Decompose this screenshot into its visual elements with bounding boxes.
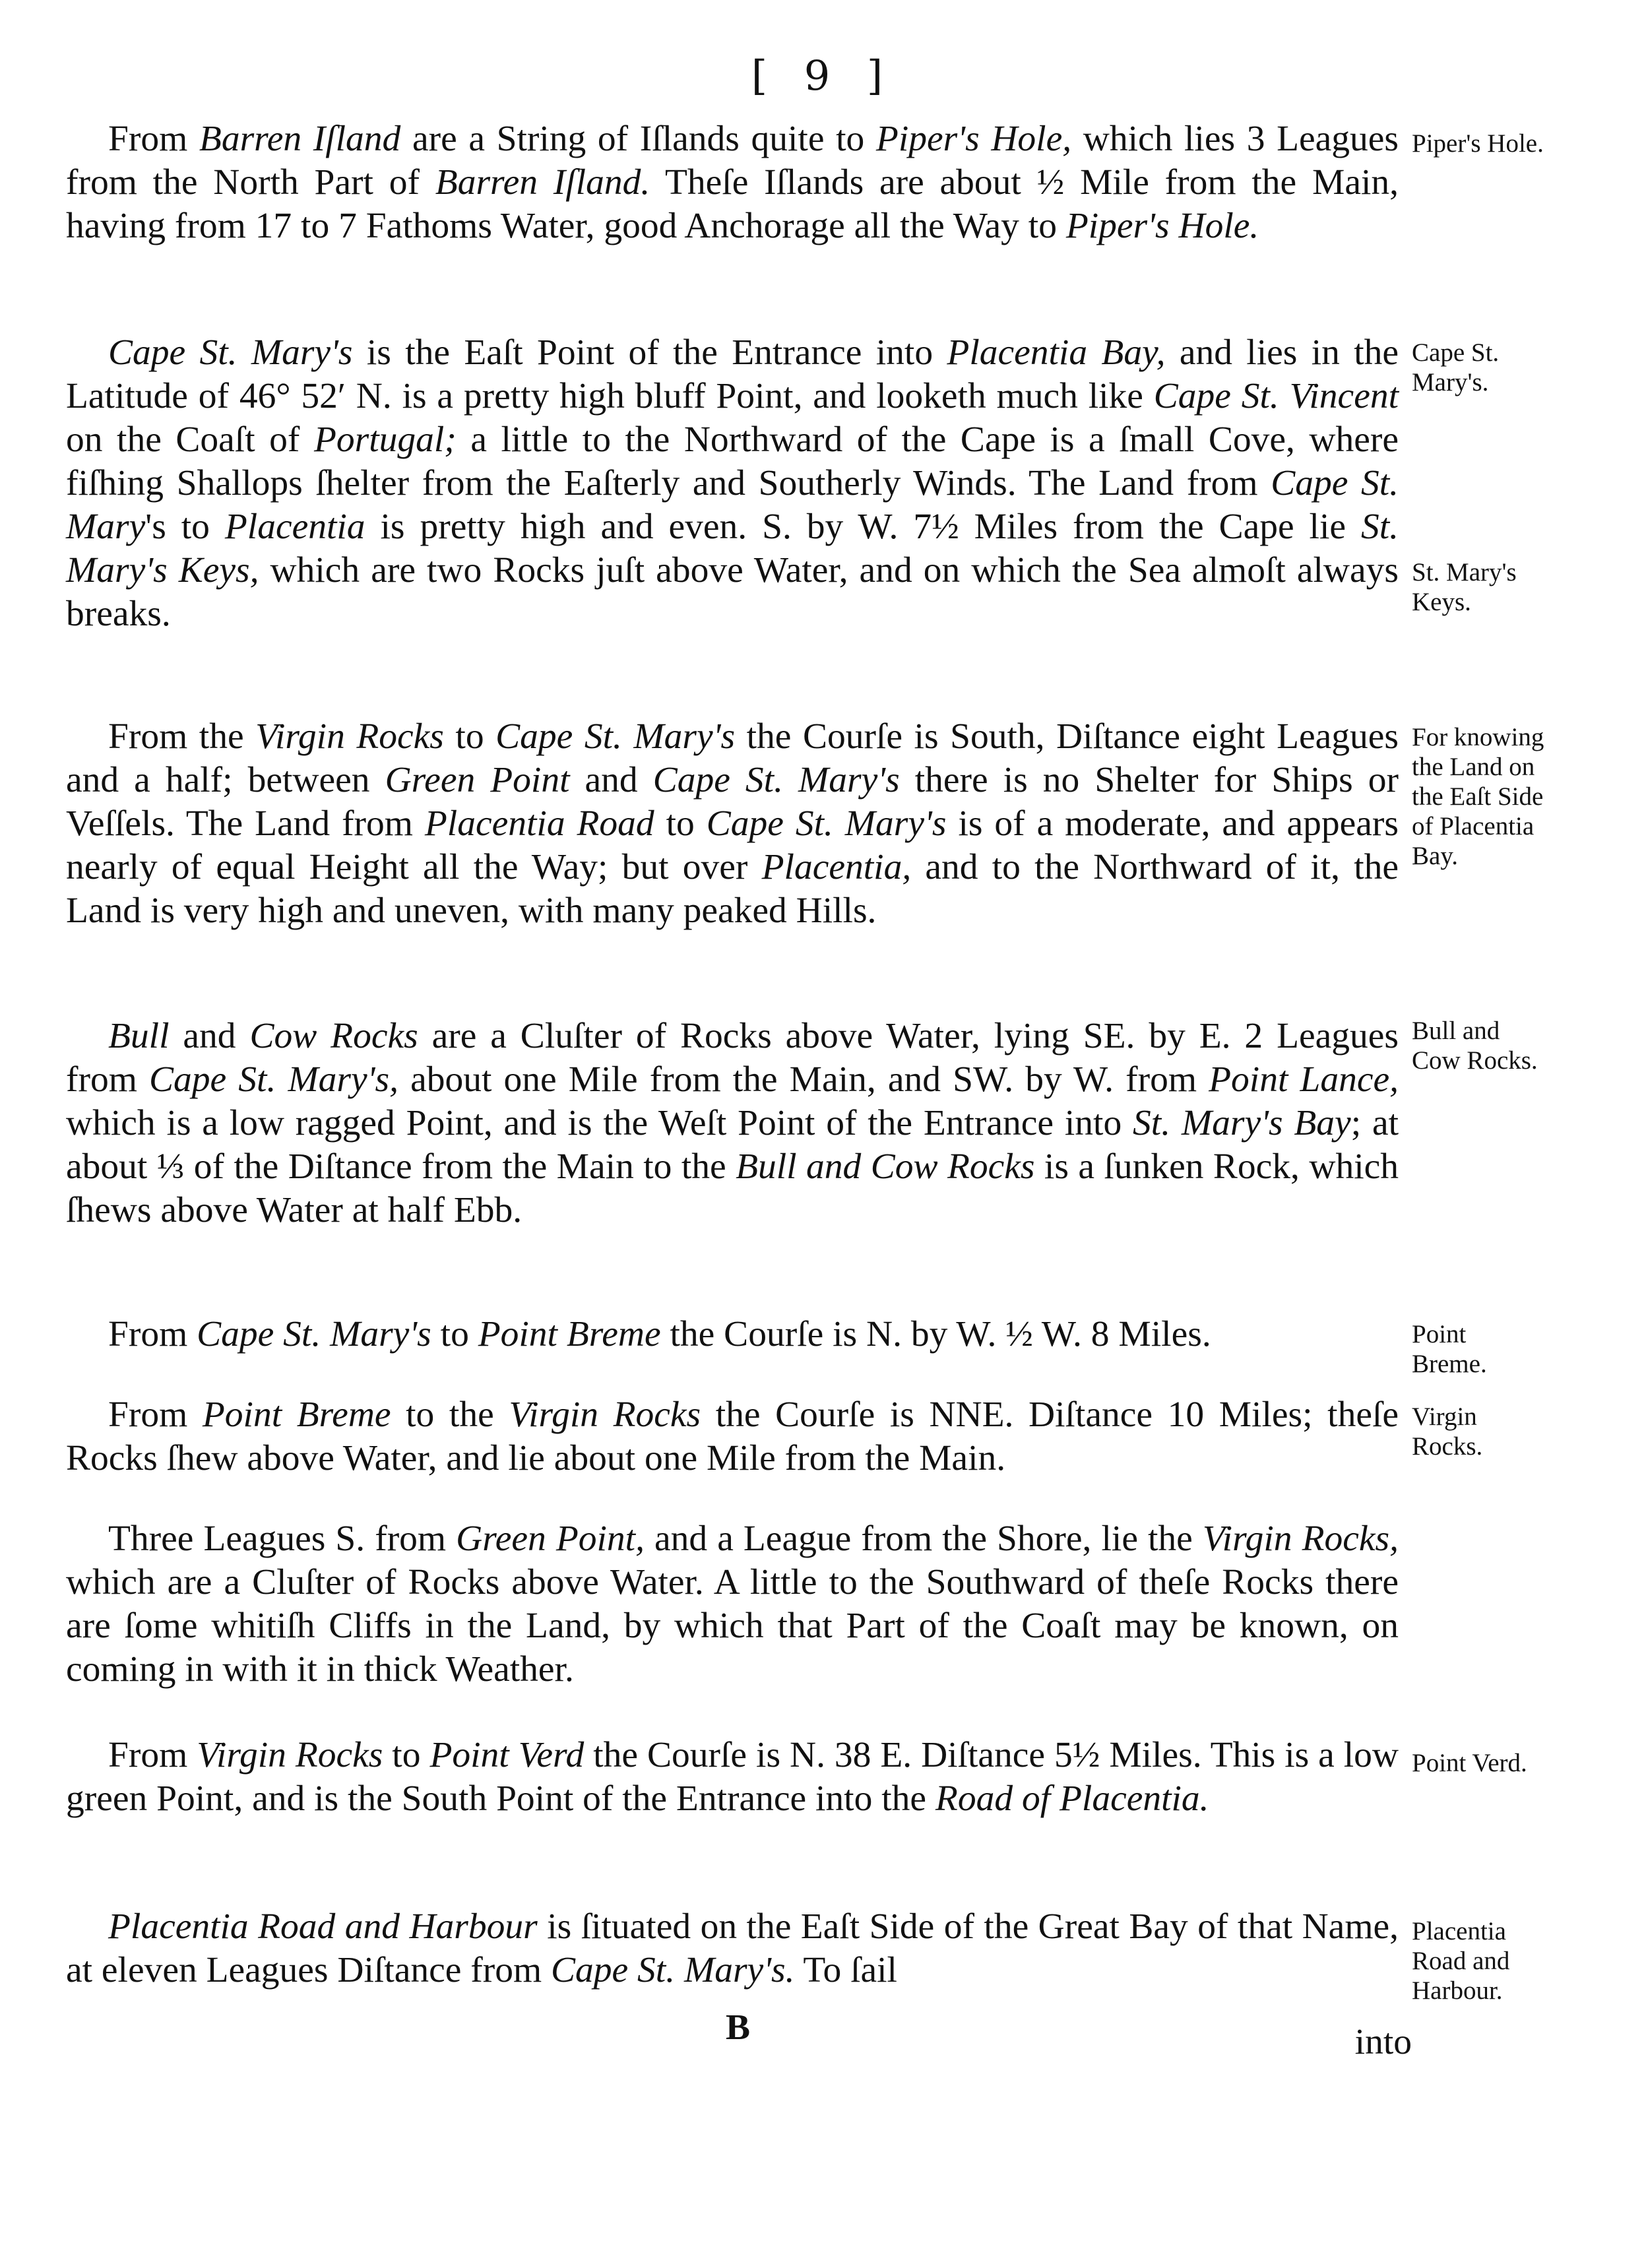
text-run: to the xyxy=(391,1395,509,1435)
text-run: and xyxy=(569,760,653,800)
text-run: and to the Northward of it, the Land is very high and uneven, with many peaked Hills. xyxy=(66,847,1399,931)
italic-text-run: Cape St. Mary's xyxy=(197,1314,431,1354)
margin-note-point-breme xyxy=(1412,1319,1643,1379)
margin-note-line: of Placentia xyxy=(1412,812,1535,840)
italic-text-run: Cow Rocks xyxy=(249,1016,418,1056)
margin-note-line: Bay. xyxy=(1412,842,1459,870)
text-run: is ſituated on the Eaſt Side of the Great Bay of that Name, at eleven Leagues Diſtance from xyxy=(66,1906,1399,1990)
paragraph-placentia-road xyxy=(66,1905,1399,1992)
italic-text-run: Road of Placentia. xyxy=(935,1779,1209,1819)
text-run: and xyxy=(169,1016,250,1056)
text-run: which lies 3 Leagues from the North Part of xyxy=(66,119,1399,203)
text-run: and a League from the Shore, lie the xyxy=(644,1519,1203,1559)
margin-note-line: the Eaſt Side xyxy=(1412,782,1544,811)
italic-text-run: Point Verd xyxy=(429,1735,585,1775)
text-run: to xyxy=(443,716,496,757)
margin-note-virgin-rocks xyxy=(1412,1402,1643,1461)
text-run: To ſail xyxy=(794,1950,897,1990)
margin-note-pipers-hole xyxy=(1412,129,1643,158)
margin-note-line: Keys. xyxy=(1412,588,1471,616)
italic-text-run: Cape St. Mary's, xyxy=(149,1059,399,1100)
paragraph-pipers-hole xyxy=(66,117,1399,248)
paragraph-point-verd xyxy=(66,1734,1399,1821)
italic-text-run: Virgin Rocks xyxy=(197,1735,383,1775)
text-run: which are two Rocks juſt above Water, and on which the Sea almoſt always breaks. xyxy=(66,550,1399,634)
italic-text-run: Barren Iſland. xyxy=(435,162,650,203)
text-run: is a ſunken Rock, which ſhews above Water at half Ebb. xyxy=(66,1147,1399,1230)
text-run: the Courſe is N. 38 E. Diſtance 5½ Miles. This is a low green Point, and is the South Point of the Entrance into the xyxy=(66,1735,1399,1819)
margin-note-point-verd xyxy=(1412,1748,1643,1778)
italic-text-run: Cape St. Mary xyxy=(66,463,1399,547)
text-run: Three Leagues S. from xyxy=(108,1519,457,1559)
italic-text-run: Point Lance, xyxy=(1209,1059,1399,1100)
margin-note-line: the Land on xyxy=(1412,753,1535,781)
text-run: the Courſe is South, Diſtance eight Leagues and a half; between xyxy=(66,716,1399,800)
italic-text-run: St. Mary's Keys, xyxy=(66,507,1399,590)
italic-text-run: Piper's Hole. xyxy=(1065,206,1259,246)
catchword: into xyxy=(1354,2022,1412,2062)
text-run: From xyxy=(108,1395,203,1435)
paragraph-point-breme xyxy=(66,1313,1399,1356)
margin-note-line: Cape St. xyxy=(1412,338,1500,367)
italic-text-run: Cape St. Mary's xyxy=(495,716,736,757)
italic-text-run: Virgin Rocks, xyxy=(1202,1519,1399,1559)
margin-note-line: Road and xyxy=(1412,1947,1510,1975)
italic-text-run: Barren Iſland xyxy=(199,119,401,159)
italic-text-run: Placentia Road xyxy=(424,803,654,844)
text-run: From xyxy=(108,1314,197,1354)
margin-note-line: Bull and xyxy=(1412,1017,1500,1045)
margin-note-line: Mary's. xyxy=(1412,368,1489,396)
text-run: which is a low ragged Point, and is the Weſt Point of the Entrance into xyxy=(66,1103,1133,1143)
text-run: and lies in the Latitude of 46° 52′ N. is a pretty high bluff Point, and looketh much like xyxy=(66,332,1399,416)
italic-text-run: Placentia Bay, xyxy=(947,332,1166,373)
italic-text-run: Cape St. Mary's xyxy=(108,332,353,373)
italic-text-run: Point Breme xyxy=(478,1314,661,1354)
paragraph-virgin-rocks-course xyxy=(66,715,1399,933)
italic-text-run: Green Point xyxy=(385,760,570,800)
text-run: Theſe Iſlands are about ½ Mile from the Main, having from 17 to 7 Fathoms Water, good Anchorage all the Way to xyxy=(66,162,1399,246)
text-run: 's to xyxy=(145,507,225,547)
margin-note-line: Breme. xyxy=(1412,1350,1487,1378)
margin-note-east-side-placentia xyxy=(1412,722,1643,871)
text-run: a little to the Northward of the Cape is a ſmall Cove, where fiſhing Shallops ſhelter from the Eaſterly and Southerly Winds. The Land from xyxy=(66,420,1399,503)
italic-text-run: St. Mary's Bay xyxy=(1133,1103,1351,1143)
text-run: the Courſe is N. by W. ½ W. 8 Miles. xyxy=(660,1314,1211,1354)
italic-text-run: Cape St. Mary's xyxy=(652,760,900,800)
italic-text-run: Green Point, xyxy=(456,1519,645,1559)
text-run: to xyxy=(431,1314,478,1354)
text-run: is of a moderate, and appears nearly of equal Height all the Way; but over xyxy=(66,803,1399,887)
italic-text-run: Placentia xyxy=(224,507,365,547)
text-run: about one Mile from the Main, and SW. by W. from xyxy=(398,1059,1209,1100)
text-run: are a String of Iſlands quite to xyxy=(400,119,876,159)
margin-note-line: Point xyxy=(1412,1320,1467,1348)
margin-note-line: Piper's Hole. xyxy=(1412,129,1544,158)
margin-note-line: For knowing xyxy=(1412,723,1544,751)
text-run: is the Eaſt Point of the Entrance into xyxy=(352,332,947,373)
margin-note-line: Rocks. xyxy=(1412,1432,1483,1461)
text-run: ; at about ⅓ of the Diſtance from the Main to the xyxy=(66,1103,1399,1187)
text-run: From the xyxy=(108,716,256,757)
margin-note-line: Cow Rocks. xyxy=(1412,1046,1538,1075)
italic-text-run: Virgin Rocks xyxy=(255,716,444,757)
margin-note-bull-and-cow xyxy=(1412,1016,1643,1075)
text-run: to xyxy=(383,1735,430,1775)
italic-text-run: Portugal; xyxy=(313,420,457,460)
text-run: From xyxy=(108,1735,197,1775)
text-run: is pretty high and even. S. by W. 7½ Miles from the Cape lie xyxy=(365,507,1361,547)
italic-text-run: Bull and Cow Rocks xyxy=(736,1147,1035,1187)
page-number: [ 9 ] xyxy=(751,51,895,100)
paragraph-three-leagues xyxy=(66,1517,1399,1691)
text-run: there is no Shelter for Ships or Veſſels. The Land from xyxy=(66,760,1399,844)
signature-mark: B xyxy=(726,2007,751,2048)
margin-note-placentia-road xyxy=(1412,1916,1643,2005)
margin-note-line: Virgin xyxy=(1412,1402,1477,1431)
italic-text-run: Piper's Hole, xyxy=(875,119,1072,159)
margin-note-cape-st-marys xyxy=(1412,338,1643,397)
italic-text-run: Placentia Road and Harbour xyxy=(108,1906,538,1947)
italic-text-run: Bull xyxy=(108,1016,170,1056)
margin-note-line: Point Verd. xyxy=(1412,1749,1527,1777)
italic-text-run: Cape St. Mary's xyxy=(706,803,947,844)
text-run: to xyxy=(654,803,707,844)
text-run: the Courſe is NNE. Diſtance 10 Miles; theſe Rocks ſhew above Water, and lie about one Mile from the Main. xyxy=(66,1395,1399,1478)
italic-text-run: Point Breme xyxy=(202,1395,391,1435)
margin-note-line: Harbour. xyxy=(1412,1976,1503,2005)
paragraph-bull-and-cow xyxy=(66,1015,1399,1232)
italic-text-run: Cape St. Mary's. xyxy=(551,1950,795,1990)
margin-note-line: Placentia xyxy=(1412,1917,1506,1945)
text-run: on the Coaſt of xyxy=(66,420,314,460)
text-run: are a Cluſter of Rocks above Water, lying SE. by E. 2 Leagues from xyxy=(66,1016,1399,1100)
margin-note-line: St. Mary's xyxy=(1412,558,1517,586)
italic-text-run: Placentia, xyxy=(761,847,912,887)
text-run: From xyxy=(108,119,199,159)
paragraph-virgin-rocks xyxy=(66,1393,1399,1480)
text-run: which are a Cluſter of Rocks above Water. A little to the Southward of theſe Rocks there are ſome whitiſh Cliffs in the Land, by which that Part of the Coaſt may be known, on coming in with it in thick Weather. xyxy=(66,1562,1399,1689)
paragraph-cape-st-marys xyxy=(66,331,1399,636)
italic-text-run: Virgin Rocks xyxy=(509,1395,701,1435)
footer-row xyxy=(66,2007,1412,2062)
italic-text-run: Cape St. Vincent xyxy=(1153,376,1399,416)
margin-note-st-marys-keys xyxy=(1412,557,1643,617)
